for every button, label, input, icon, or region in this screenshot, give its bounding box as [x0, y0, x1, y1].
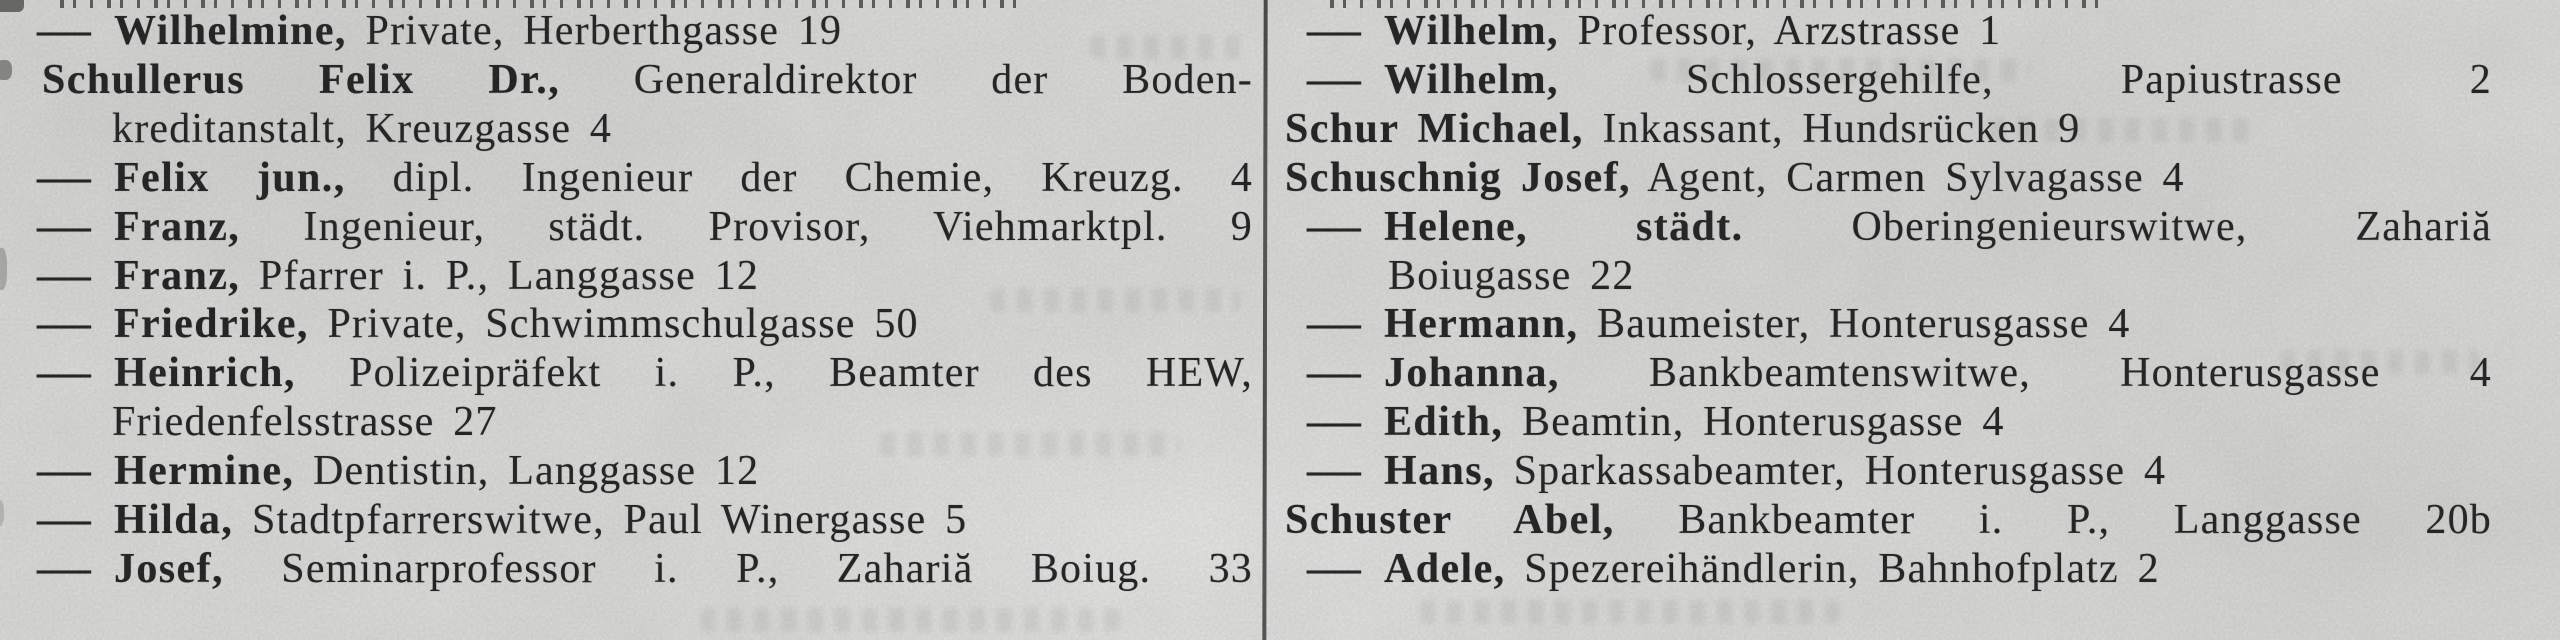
directory-entry-line	[37, 448, 760, 495]
leading-dash: —	[37, 252, 93, 299]
leading-dash: —	[37, 203, 93, 250]
entry-name-bold: Schuster Abel,	[1285, 497, 1615, 543]
entry-detail-text: Oberingenieurswitwe, Zahariă	[1743, 203, 2492, 250]
entry-detail-text: Agent, Carmen Sylvagasse 4	[1630, 154, 2185, 201]
leading-dash: —	[1307, 56, 1363, 103]
directory-entry-line	[112, 105, 613, 152]
entry-name-bold: Wilhelm,	[1384, 8, 1559, 54]
clipped-print-fragment-corner	[0, 0, 24, 12]
directory-entry-line	[37, 10, 842, 52]
directory-entry-line	[1307, 203, 2492, 250]
leading-dash: —	[37, 497, 93, 543]
leading-dash: —	[1307, 545, 1363, 592]
entry-name-bold: Franz,	[114, 203, 241, 250]
leading-dash: —	[1307, 448, 1363, 495]
leading-dash: —	[1307, 8, 1363, 54]
entry-name-bold: Hilda,	[114, 497, 234, 543]
directory-entry-line	[1285, 499, 2492, 541]
entry-name-bold: Wilhelm,	[1384, 56, 1559, 103]
directory-entry-line	[37, 301, 919, 348]
directory-entry-line	[1307, 350, 2492, 397]
entry-detail-text: Stadtpfarrerswitwe, Paul Winergasse 5	[233, 497, 968, 543]
leading-dash: —	[37, 545, 93, 592]
entry-name-bold: Hermine,	[114, 448, 295, 495]
entry-detail-text: Generaldirektor der Boden-	[560, 56, 1253, 103]
entry-detail-text: Ingenieur, städt. Provisor, Viehmarktpl. 9	[240, 203, 1253, 250]
directory-entry-line	[112, 399, 498, 446]
entry-name-bold: Wilhelmine,	[114, 8, 347, 54]
leading-dash: —	[1307, 399, 1363, 446]
entry-name-bold: Franz,	[114, 252, 241, 299]
leading-dash: —	[1307, 203, 1363, 250]
entry-detail-text: Inkassant, Hundsrücken 9	[1583, 105, 2081, 152]
entry-detail-text: Bankbeamtenswitwe, Honterusgasse 4	[1559, 350, 2492, 397]
entry-detail-text: Friedenfelsstrasse 27	[112, 399, 498, 446]
entry-name-bold: Edith,	[1384, 399, 1504, 446]
entry-detail-text: Pfarrer i. P., Langgasse 12	[240, 252, 760, 299]
entry-detail-text: Schlossergehilfe, Papiustrasse 2	[1558, 56, 2492, 103]
entry-detail-text: dipl. Ingenieur der Chemie, Kreuzg. 4	[345, 154, 1253, 201]
directory-entry-line	[1307, 448, 2167, 495]
ink-smudge	[0, 60, 12, 80]
directory-entry-line	[42, 56, 1253, 103]
leading-dash: —	[37, 448, 93, 495]
column-right	[1285, 0, 2492, 640]
leading-dash: —	[1307, 301, 1363, 348]
entry-detail-text: kreditanstalt, Kreuzgasse 4	[112, 105, 613, 152]
entry-detail-text: Private, Schwimmschulgasse 50	[308, 301, 919, 348]
entry-detail-text: Dentistin, Langgasse 12	[294, 448, 760, 495]
entry-detail-text: Seminarprofessor i. P., Zahariă Boiug. 33	[223, 545, 1253, 592]
leading-dash: —	[37, 301, 93, 348]
entry-detail-text: Bankbeamter i. P., Langgasse 20b	[1614, 497, 2492, 543]
entry-name-bold: Schur Michael,	[1285, 105, 1584, 152]
entry-name-bold: Hans,	[1384, 448, 1495, 495]
entry-name-bold: Felix jun.,	[114, 154, 346, 201]
column-left	[37, 0, 1253, 640]
entry-detail-text: Spezereihändlerin, Bahnhofplatz 2	[1505, 545, 2160, 592]
ink-smudge	[0, 500, 4, 526]
directory-entry-line	[37, 252, 760, 299]
entry-detail-text: Baumeister, Honterusgasse 4	[1578, 301, 2131, 348]
leading-dash: —	[37, 154, 93, 201]
leading-dash: —	[37, 8, 93, 54]
directory-entry-line	[37, 203, 1253, 250]
entry-detail-text: Sparkassabeamter, Honterusgasse 4	[1494, 448, 2167, 495]
directory-entry-line	[1307, 545, 2160, 592]
directory-entry-line	[37, 154, 1253, 201]
leading-dash: —	[1307, 350, 1363, 397]
entry-name-bold: Schullerus Felix Dr.,	[42, 56, 561, 103]
directory-entry-line	[1307, 301, 2131, 348]
directory-entry-line	[1307, 399, 2005, 446]
entry-detail-text: Polizeipräfekt i. P., Beamter des HEW,	[295, 350, 1253, 397]
entry-name-bold: Adele,	[1384, 545, 1506, 592]
entry-detail-text: Boiugasse 22	[1388, 252, 1635, 299]
directory-entry-line	[1307, 56, 2492, 103]
directory-entry-line	[1285, 154, 2185, 201]
entry-name-bold: Friedrike,	[114, 301, 309, 348]
entry-detail-text: Beamtin, Honterusgasse 4	[1503, 399, 2005, 446]
directory-entry-line	[37, 545, 1253, 592]
entry-name-bold: Heinrich,	[114, 350, 296, 397]
entry-name-bold: Johanna,	[1384, 350, 1560, 397]
column-divider-rule	[1262, 0, 1267, 640]
directory-entry-line	[1285, 105, 2081, 152]
entry-detail-text: Private, Herberthgasse 19	[346, 8, 843, 54]
entry-name-bold: Hermann,	[1384, 301, 1579, 348]
directory-entry-line	[1388, 252, 1635, 299]
ink-smudge	[0, 248, 7, 290]
entry-name-bold: Schuschnig Josef,	[1285, 154, 1631, 201]
entry-detail-text: Professor, Arzstrasse 1	[1558, 8, 2002, 54]
directory-entry-line	[37, 499, 967, 541]
entry-name-bold: Helene, städt.	[1384, 203, 1744, 250]
directory-entry-line	[1307, 10, 2001, 52]
directory-entry-line	[37, 350, 1253, 397]
entry-name-bold: Josef,	[114, 545, 224, 592]
leading-dash: —	[37, 350, 93, 397]
